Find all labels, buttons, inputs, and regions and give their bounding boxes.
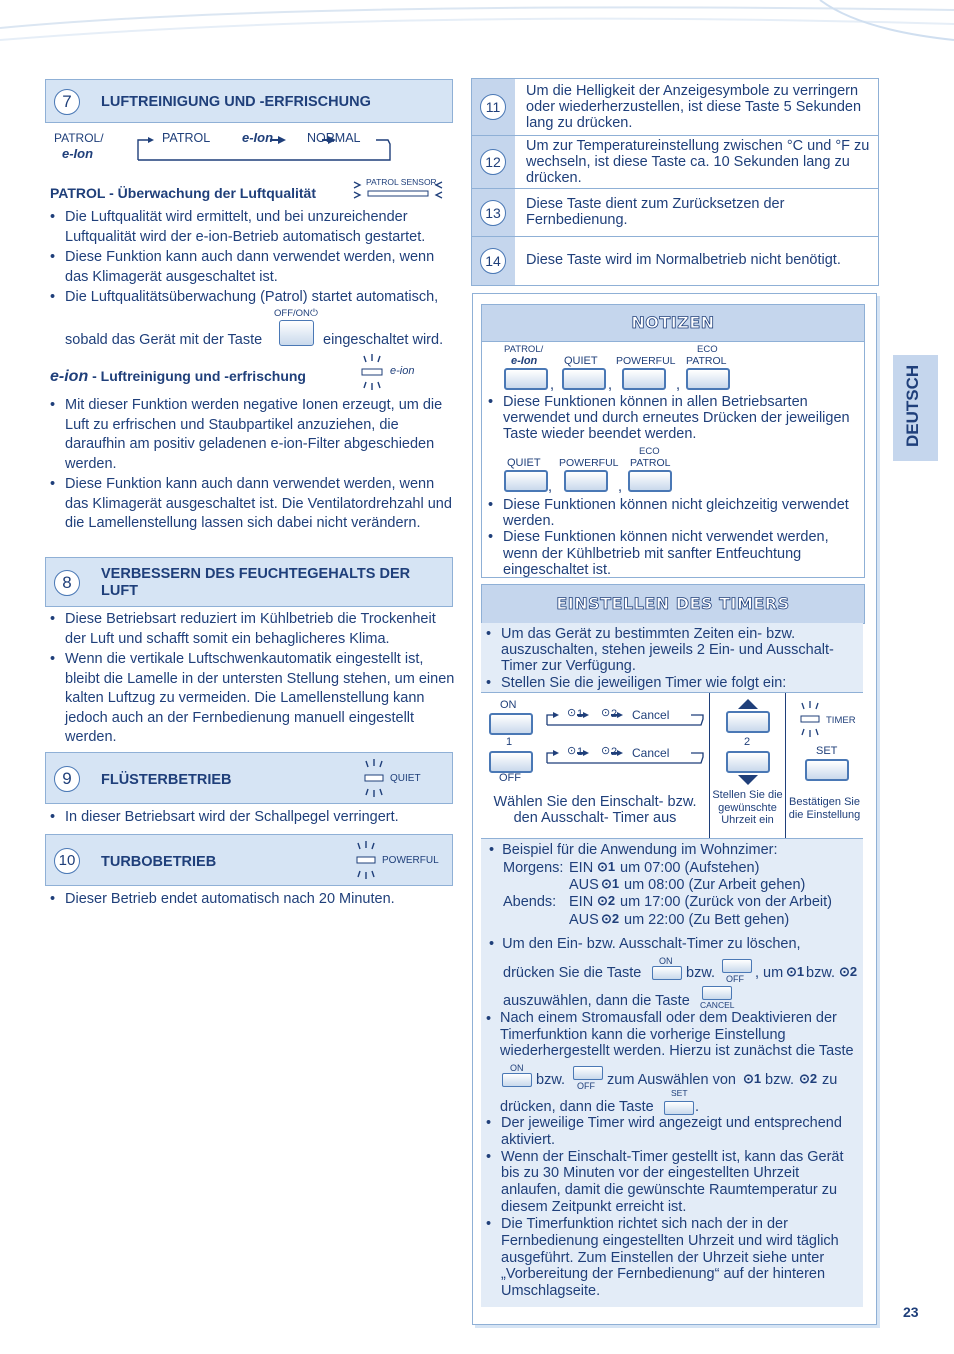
ein-label: EIN xyxy=(569,860,594,876)
caption-confirm: Bestätigen Sie die Einstellung xyxy=(788,796,861,821)
step-eion: e-Ion xyxy=(242,130,274,145)
clock-1-icon: ⊙1 xyxy=(597,859,616,874)
row-text: Um zur Temperatureinstellung zwischen °C und °F zu wechseln, ist diese Taste ca. 10 Sekunden lang zu drücken. xyxy=(526,138,870,187)
row-text: Um die Helligkeit der Anzeigesymbole zu verringern oder wiederherzustellen, ist diese Taste 5 Sekunden lang zu drücken. xyxy=(526,83,862,132)
quiet-button[interactable] xyxy=(562,368,606,390)
example-title-text: Beispiel für die Anwendung im Wohnzimer: xyxy=(502,842,778,858)
comma: , xyxy=(618,479,623,495)
btn-label: ECO xyxy=(639,446,660,457)
section-title: FLÜSTERBETRIEB xyxy=(101,772,232,788)
row-text: Diese Taste dient zum Zurücksetzen der Fernbedienung. xyxy=(526,196,785,229)
patrol-heading: PATROL - Überwachung der Luftqualität xyxy=(50,185,316,201)
list-item: • Dieser Betrieb endet automatisch nach 20 Minuten. xyxy=(45,890,455,910)
list-item: • Um das Gerät zu bestimmten Zeiten ein- bzw. auszuschalten, stehen jeweils 2 Ein- und Ausschalt-Timer zur Verfügung. xyxy=(481,626,861,675)
cancel-small-button[interactable] xyxy=(702,986,732,1000)
off-label: OFF xyxy=(499,772,521,784)
quiet-icon xyxy=(360,759,390,797)
um-text: , um xyxy=(755,965,784,981)
timer-off-button[interactable] xyxy=(489,751,533,773)
cancel-line-a xyxy=(489,935,801,955)
section-number: 7 xyxy=(54,89,80,115)
list-item: • Die Timerfunktion richtet sich nach der in der Fernbedienung eingestellten Uhrzeit und wird täglich ausgeführt. Zum Einstellen der Uhrzeit siehe unter „Vorbereitung der Fernbedienung“ auf der hinteren Umschlagseite. xyxy=(481,1216,861,1300)
timer-indicator-icon xyxy=(797,701,823,737)
arrow-down-icon xyxy=(738,775,758,785)
eion-list xyxy=(45,396,455,534)
notizen-list-1 xyxy=(483,394,863,443)
table-row xyxy=(472,189,878,237)
eion-icon xyxy=(358,354,428,390)
list-item: • Der jeweilige Timer wird angezeigt und entsprechend aktiviert. xyxy=(481,1115,861,1149)
language-tab-label: DEUTSCH xyxy=(903,364,922,447)
eco-patrol-button[interactable] xyxy=(686,368,730,390)
list-item: • Diese Funktionen können in allen Betriebsarten verwendet und durch erneutes Drücken der jeweiligen Taste wieder beendet werden. xyxy=(483,394,863,443)
section-title: TURBOBETRIEB xyxy=(101,854,217,870)
list-item: • Die Luftqualitätsüberwachung (Patrol) startet automatisch, xyxy=(45,288,455,308)
btn-label: PATROL xyxy=(630,457,671,469)
eion-icon-label: e-ion xyxy=(390,365,415,377)
list-item: • Wenn der Einschalt-Timer gestellt ist, kann das Gerät bis zu 30 Minuten vor der eingestellten Uhrzeit anlaufen, damit die gewünschte Raumtemperatur zu diesem Zeitpunkt erreicht ist. xyxy=(481,1149,861,1216)
comma: , xyxy=(608,377,613,393)
section-title: VERBESSERN DES FEUCHTEGEHALTS DER LUFT xyxy=(101,566,411,600)
restore-instructions xyxy=(481,1010,863,1120)
table-row xyxy=(472,79,878,136)
section-number: 9 xyxy=(54,766,80,792)
timer-label: TIMER xyxy=(826,715,856,726)
timer-example xyxy=(481,840,863,932)
off-small-label: OFF xyxy=(726,974,744,984)
timer-on-button[interactable] xyxy=(489,713,533,735)
row-number: 12 xyxy=(480,149,506,175)
eion-brand: e-ion xyxy=(50,368,89,385)
timer-title: EINSTELLEN DES TIMERS xyxy=(556,594,790,613)
clock-2-icon: ⊙2 xyxy=(601,911,620,926)
eion-heading-row xyxy=(50,366,306,388)
comma: , xyxy=(550,377,555,393)
cancel-small-label: CANCEL xyxy=(700,1000,735,1010)
bullet: • xyxy=(486,1011,492,1027)
powerful-button[interactable] xyxy=(564,470,608,492)
clock-2-icon: ⊙2 xyxy=(597,893,616,908)
section-title: LUFTREINIGUNG UND -ERFRISCHUNG xyxy=(101,94,371,110)
notizen-title: NOTIZEN xyxy=(631,313,715,332)
clock-1-icon: ⊙1 xyxy=(601,876,620,891)
button-label: PATROL/ xyxy=(54,131,104,145)
cancel-instructions xyxy=(481,935,863,1015)
bullet: • xyxy=(489,936,503,952)
comma: , xyxy=(676,377,681,393)
row-number: 11 xyxy=(480,94,506,120)
row-number: 14 xyxy=(480,248,506,274)
timer-rest-list xyxy=(481,1115,861,1300)
page-number: 23 xyxy=(903,1304,919,1320)
table-row xyxy=(472,136,878,189)
cancel-label: Cancel xyxy=(632,746,670,760)
example-title xyxy=(489,841,778,861)
section-7-header xyxy=(45,79,453,123)
clock-icon: ⊙ xyxy=(601,707,611,719)
two-label: 2 xyxy=(744,736,751,748)
eco-patrol-button[interactable] xyxy=(628,470,672,492)
notizen-buttons-row1 xyxy=(500,344,740,393)
list-item: • Diese Funktionen können nicht gleichzeitig verwendet werden. xyxy=(483,497,863,529)
list-item: • Diese Funktionen können nicht verwendet werden, wenn der Kühlbetrieb mit sanfter Entfeuchtung eingeschaltet ist. xyxy=(483,529,863,578)
evening-on-time: um 17:00 (Zurück von der Arbeit) xyxy=(620,894,832,910)
button-function-table xyxy=(471,78,879,286)
language-tab xyxy=(893,355,938,461)
btn-label: QUIET xyxy=(507,457,541,469)
morgens-label: Morgens: xyxy=(503,860,564,876)
list-item: • Diese Funktion kann auch dann verwendet werden, wenn das Klimagerät ausgeschaltet ist. Die Ventilatordrehzahl und die Lamellenstellung lassen sich dabei nicht verändern. xyxy=(45,475,455,534)
on-small-button[interactable] xyxy=(502,1073,532,1087)
timer1-label: 1 xyxy=(577,746,584,758)
patrol-sensor-icon xyxy=(352,178,444,202)
powerful-icon-label: POWERFUL xyxy=(382,855,439,866)
ein-label: EIN xyxy=(569,894,594,910)
eion-heading: - Luftreinigung und -erfrischung xyxy=(92,368,306,384)
list-item: • Stellen Sie die jeweiligen Timer wie folgt ein: xyxy=(481,675,861,691)
set-label: SET xyxy=(816,745,838,757)
quiet-button[interactable] xyxy=(504,470,548,492)
timer-diagram xyxy=(481,692,863,839)
caption-time: Stellen Sie die gewünschte Uhrzeit ein xyxy=(712,789,783,827)
list-item: • Die Luftqualität wird ermittelt, und bei unzureichender Luftqualität wird der e-ion-Betrieb automatisch gestartet. xyxy=(45,208,455,247)
caption-select: Wählen Sie den Einschalt- bzw. den Ausschalt- Timer aus xyxy=(493,794,697,826)
aus-label: AUS xyxy=(569,877,599,893)
time-down-button[interactable] xyxy=(726,751,770,773)
timer-header xyxy=(481,584,865,624)
step-patrol: PATROL xyxy=(162,131,211,145)
powerful-button[interactable] xyxy=(622,368,666,390)
row-number: 13 xyxy=(480,200,506,226)
set-small-label: SET xyxy=(671,1088,688,1098)
btn-label: POWERFUL xyxy=(616,355,676,367)
sec8-list xyxy=(45,610,455,748)
restore-text-c: drücken, dann die Taste xyxy=(500,1099,654,1115)
step-normal: NORMAL xyxy=(307,131,361,145)
timer1-label: 1 xyxy=(577,708,584,720)
bzw-text: bzw. xyxy=(686,965,716,981)
list-item: • Diese Funktion kann auch dann verwendet werden, wenn das Klimagerät ausgeschaltet ist. xyxy=(45,248,455,287)
list-item: • Diese Betriebsart reduziert im Kühlbetrieb die Trockenheit der Luft und schafft somit ein behaglicheres Klima. xyxy=(45,610,455,649)
off-small-button[interactable] xyxy=(722,959,752,973)
bzw-text: bzw. xyxy=(765,1072,795,1088)
sec9-list xyxy=(45,808,455,828)
morning-off-time: um 08:00 (Zur Arbeit gehen) xyxy=(624,877,806,893)
one-label: 1 xyxy=(506,736,513,748)
timer2-label: 2 xyxy=(611,746,618,758)
arrow-up-icon xyxy=(738,699,758,709)
bullet: • xyxy=(489,842,503,858)
section-9-header xyxy=(45,752,453,804)
notizen-list-2 xyxy=(483,497,863,578)
powerful-icon xyxy=(352,841,382,879)
patrol-continued-b: eingeschaltet wird. xyxy=(323,332,444,348)
row-text: Diese Taste wird im Normalbetrieb nicht benötigt. xyxy=(526,252,841,268)
patrol-eion-diagram xyxy=(52,128,397,166)
table-row xyxy=(472,237,878,285)
on-label: ON xyxy=(500,699,517,711)
background-curve xyxy=(0,0,954,60)
btn-label: e-Ion xyxy=(511,355,538,367)
abends-label: Abends: xyxy=(503,894,557,910)
btn-label: QUIET xyxy=(564,355,598,367)
on-small-button[interactable] xyxy=(652,966,682,980)
set-small-button[interactable] xyxy=(664,1101,694,1115)
clock-1-icon: ⊙1 xyxy=(743,1071,762,1086)
offon-label: OFF/ON xyxy=(274,308,310,319)
list-item: • Mit dieser Funktion werden negative Ionen erzeugt, um die Luft zu erfrischen und Staubpartikel anzuziehen, die daraufhin am positiv geladenen e-ion-Filter abgeschieden werden. xyxy=(45,396,455,474)
section-number: 8 xyxy=(54,570,80,596)
restore-text-a: Nach einem Stromausfall oder dem Deaktivieren der Timerfunktion kann die vorherige Einstellung wiederhergestellt werden. Hierzu ist zunächst die Taste xyxy=(500,1010,854,1060)
section-8-header xyxy=(45,557,453,607)
section-number: 10 xyxy=(54,848,80,874)
patrol-continued-a: sobald das Gerät mit der Taste xyxy=(65,332,263,348)
clock-icon: ⊙ xyxy=(567,745,577,757)
list-item: • Wenn die vertikale Luftschwenkautomatik eingestellt ist, bleibt die Lamelle in der untersten Stellung stehen, um einen kalten Luftzug zu vermeiden. Die Lamellenstellung kann jedoch auch an der Fernbedienung manuell eingestellt werden. xyxy=(45,650,455,748)
cancel-text-c: auszuwählen, dann die Taste xyxy=(503,993,690,1009)
off-small-button[interactable] xyxy=(573,1066,603,1080)
notizen-buttons-row2 xyxy=(504,446,704,495)
cancel-text-a: Um den Ein- bzw. Ausschalt-Timer zu löschen, xyxy=(502,936,801,952)
patrol-eion-button[interactable] xyxy=(504,368,548,390)
clock-icon: ⊙ xyxy=(567,707,577,719)
clock-2-icon: ⊙2 xyxy=(799,1071,818,1086)
time-up-button[interactable] xyxy=(726,711,770,733)
offon-power-icon: ⏻ xyxy=(310,308,318,319)
comma: , xyxy=(548,479,553,495)
morning-on-time: um 07:00 (Aufstehen) xyxy=(620,860,760,876)
timer-intro-list xyxy=(481,626,861,691)
btn-label: PATROL/ xyxy=(504,344,544,355)
list-item: • In dieser Betriebsart wird der Schallpegel verringert. xyxy=(45,808,455,828)
btn-label: PATROL xyxy=(686,355,727,367)
bzw-text: bzw. xyxy=(806,965,836,981)
patrol-list xyxy=(45,208,455,308)
period: . xyxy=(695,1099,700,1115)
notizen-header xyxy=(481,304,865,342)
clock-1-icon: ⊙1 xyxy=(786,964,805,979)
on-small-label: ON xyxy=(659,956,673,966)
evening-off-time: um 22:00 (Zu Bett gehen) xyxy=(624,912,790,928)
set-button[interactable] xyxy=(805,759,849,781)
clock-2-icon: ⊙2 xyxy=(839,964,858,979)
cancel-text-b: drücken Sie die Taste xyxy=(503,965,642,981)
aus-label: AUS xyxy=(569,912,599,928)
timer-cycle-arrows xyxy=(541,705,707,771)
off-small-label: OFF xyxy=(577,1081,595,1091)
on-small-label: ON xyxy=(510,1063,524,1073)
restore-text-b: zum Auswählen von xyxy=(607,1072,736,1088)
btn-label: ECO xyxy=(697,344,718,355)
zu-text: zu xyxy=(822,1072,838,1088)
btn-label: POWERFUL xyxy=(559,457,619,469)
clock-icon: ⊙ xyxy=(601,745,611,757)
bzw-text: bzw. xyxy=(536,1072,566,1088)
timer2-label: 2 xyxy=(611,708,618,720)
eion-logo: e-Ion xyxy=(62,146,94,161)
sec10-list xyxy=(45,890,455,910)
quiet-icon-label: QUIET xyxy=(390,773,421,784)
section-10-header xyxy=(45,834,453,886)
patrol-sensor-label: PATROL SENSOR xyxy=(366,177,437,187)
cancel-label: Cancel xyxy=(632,708,670,722)
offon-button[interactable] xyxy=(279,320,314,346)
